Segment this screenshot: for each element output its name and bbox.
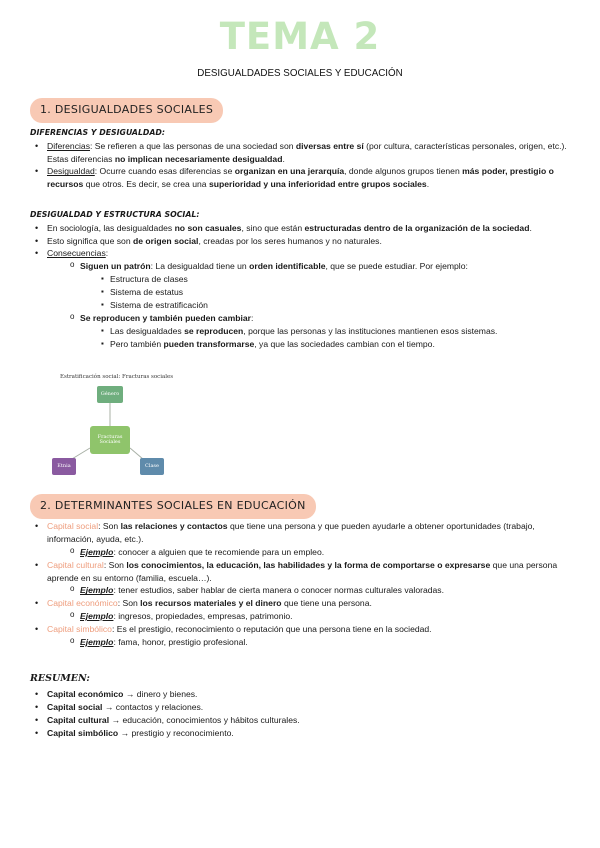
list-item-consecuencias: • Consecuencias: o Siguen un patrón: La desigualdad tiene un orden identificable, que se puede estudiar. Por ejemplo: ▪ Estructura de clases ▪ Sistema de estatus ▪ Sistema de estratificación o Se reproducen y también pueden cambiar: ▪ Las desigualdades se reproducen, porque las personas y las instituciones mantienen esos sistemas. ▪ Pero también pueden transformarse, ya que las sociedades cambian con el tiempo. [30, 247, 570, 350]
resumen-block [30, 672, 570, 740]
section-heading-desigualdades: 1. DESIGUALDADES SOCIALES [30, 98, 223, 123]
resumen-item: • Capital cultural → educación, conocimientos y hábitos culturales. [30, 714, 570, 727]
list-item-capital-social: • Capital social: Son las relaciones y contactos que tiene una persona y que pueden ayudarle a obtener oportunidades (trabajo, información, ayuda, etc.). o Ejemplo: conocer a alguien que te recomiende para un empleo. [30, 520, 570, 559]
list-item: • En sociología, las desigualdades no son casuales, sino que están estructuradas dentro de la organización de la sociedad. [30, 222, 570, 235]
diagram-node-etnia: Etnia [52, 458, 76, 475]
capitals-list [30, 520, 570, 649]
subsection-heading: DIFERENCIAS Y DESIGUALDAD: [30, 128, 166, 137]
example-item: o Ejemplo: ingresos, propiedades, empresas, patrimonio. [64, 610, 570, 623]
section-heading-determinantes: 2. DETERMINANTES SOCIALES EN EDUCACIÓN [30, 494, 316, 519]
list-item: ▪ Las desigualdades se reproducen, porque las personas y las instituciones mantienen esos sistemas. [96, 325, 570, 338]
resumen-heading: RESUMEN: [30, 673, 90, 684]
resumen-item: • Capital social → contactos y relaciones. [30, 701, 570, 714]
example-item: o Ejemplo: fama, honor, prestigio profesional. [64, 636, 570, 649]
list-item: ▪ Sistema de estatus [96, 286, 570, 299]
list-item: ▪ Estructura de clases [96, 273, 570, 286]
diagram-node-clase: Clase [140, 458, 164, 475]
list-item-diferencias: • Diferencias: Se refieren a que las personas de una sociedad son diversas entre sí (por cultura, características personales, origen, etc.). Estas diferencias no implican necesariamente desigualdad. [30, 140, 570, 166]
example-item: o Ejemplo: tener estudios, saber hablar de cierta manera o conocer normas culturales valoradas. [64, 584, 570, 597]
diagram-node-genero: Género [97, 386, 123, 403]
list-item: • Esto significa que son de origen social, creadas por los seres humanos y no naturales. [30, 235, 570, 248]
diagram-node-fracturas: Fracturas Sociales [90, 426, 130, 454]
list-item: ▪ Sistema de estratificación [96, 299, 570, 312]
subsection-heading: DESIGUALDAD Y ESTRUCTURA SOCIAL: [30, 210, 200, 219]
list-item: ▪ Pero también pueden transformarse, ya que las sociedades cambian con el tiempo. [96, 338, 570, 351]
list-item-patron: o Siguen un patrón: La desigualdad tiene un orden identificable, que se puede estudiar. Por ejemplo: ▪ Estructura de clases ▪ Sistema de estatus ▪ Sistema de estratificación [64, 260, 570, 312]
page-subtitle: DESIGUALDADES SOCIALES Y EDUCACIÓN [197, 68, 403, 79]
list-item-capital-economico: • Capital económico: Son los recursos materiales y el dinero que tiene una persona. o Ejemplo: ingresos, propiedades, empresas, patrimonio. [30, 597, 570, 623]
subsection-estructura [30, 209, 570, 351]
resumen-item: • Capital simbólico → prestigio y reconocimiento. [30, 727, 570, 740]
list-item-capital-simbolico: • Capital simbólico: Es el prestigio, reconocimiento o reputación que una persona tiene en la sociedad. o Ejemplo: fama, honor, prestigio profesional. [30, 623, 570, 649]
diagram-caption: Estratificación social: Fracturas sociales [60, 374, 174, 380]
list-item-capital-cultural: • Capital cultural: Son los conocimientos, la educación, las habilidades y la forma de comportarse o expresarse que una persona aprende en su entorno (familia, escuela…). o Ejemplo: tener estudios, saber hablar de cierta manera o conocer normas culturales valoradas. [30, 559, 570, 598]
example-item: o Ejemplo: conocer a alguien que te recomiende para un empleo. [64, 546, 570, 559]
resumen-item: • Capital económico → dinero y bienes. [30, 688, 570, 701]
subsection-diferencias [30, 127, 570, 191]
page-title: TEMA 2 [219, 15, 381, 58]
stratification-diagram [50, 370, 250, 480]
list-item-reproducen: o Se reproducen y también pueden cambiar: ▪ Las desigualdades se reproducen, porque las personas y las instituciones mantienen esos sistemas. ▪ Pero también pueden transformarse, ya que las sociedades cambian con el tiempo. [64, 312, 570, 351]
list-item-desigualdad: • Desigualdad: Ocurre cuando esas diferencias se organizan en una jerarquía, donde algunos grupos tienen más poder, prestigio o recursos que otros. Es decir, se crea una superioridad y una inferioridad entre grupos sociales. [30, 165, 570, 191]
